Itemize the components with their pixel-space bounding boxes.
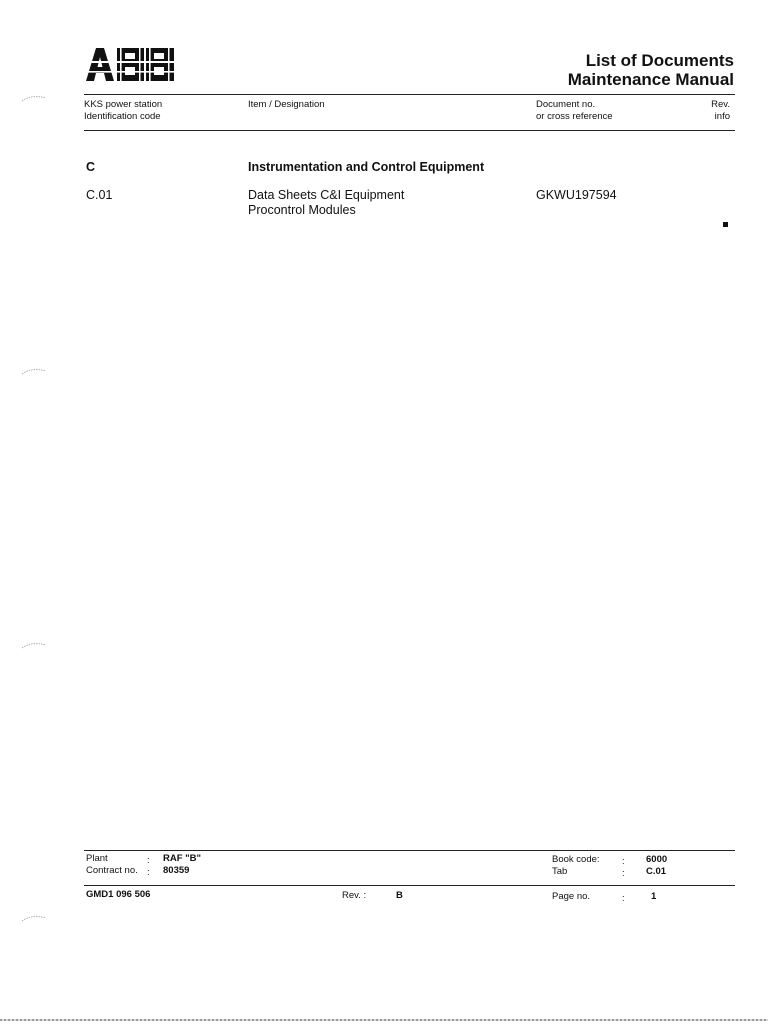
column-document-no	[536, 99, 613, 123]
footer-rev-value: B	[396, 890, 403, 901]
footer-rev-label: Rev. :	[342, 890, 367, 901]
scan-bottom-edge	[0, 1019, 768, 1021]
entry-document-no: GKWU197594	[536, 188, 617, 202]
footer-top-rule	[84, 850, 735, 851]
abb-logo	[84, 46, 176, 82]
footer-separator: :	[622, 856, 625, 867]
column-rev-info	[711, 99, 730, 123]
section-title: Instrumentation and Control Equipment	[248, 160, 485, 174]
column-kks-line1: KKS power station	[84, 99, 163, 110]
column-kks-line2: Identification code	[84, 111, 161, 122]
footer-contract-label: Contract no.	[86, 865, 138, 876]
footer-contract-value: 80359	[163, 865, 190, 876]
table-row	[0, 188, 768, 220]
scan-artifact	[20, 913, 50, 923]
footer-plant-label: Plant	[86, 853, 108, 864]
document-title-line2: Maintenance Manual	[567, 70, 734, 89]
scan-artifact	[20, 366, 50, 376]
column-rev-line2: info	[714, 111, 730, 122]
entry-designation-line2: Procontrol Modules	[248, 203, 356, 217]
footer-plant-value: RAF "B"	[163, 853, 202, 864]
column-docno-line1: Document no.	[536, 99, 596, 110]
document-title-line1: List of Documents	[585, 51, 734, 70]
section-code: C	[86, 160, 96, 174]
header-rule	[84, 94, 735, 95]
footer-middle-rule	[84, 885, 735, 886]
footer-separator: :	[622, 893, 625, 904]
scan-artifact	[20, 93, 50, 103]
footer-tab-value: C.01	[646, 866, 667, 877]
column-rev-line1: Rev.	[711, 99, 730, 110]
column-header-rule	[84, 130, 735, 131]
scan-artifact	[20, 640, 50, 650]
footer-separator: :	[622, 868, 625, 879]
footer-book-code-label: Book code:	[552, 854, 600, 865]
footer-separator: :	[147, 867, 150, 878]
column-kks-code	[84, 99, 162, 123]
entry-code: C.01	[86, 188, 113, 202]
revision-marker	[723, 222, 728, 227]
column-docno-line2: or cross reference	[536, 111, 613, 122]
footer-separator: :	[147, 855, 150, 866]
entry-designation	[248, 188, 404, 218]
footer-page-value: 1	[651, 891, 657, 902]
footer-doc-id: GMD1 096 506	[86, 889, 151, 900]
column-item-designation: Item / Designation	[248, 99, 325, 110]
footer-page-label: Page no.	[552, 891, 591, 902]
footer-book-code-value: 6000	[646, 854, 668, 865]
entry-designation-line1: Data Sheets C&I Equipment	[248, 188, 405, 202]
footer-tab-label: Tab	[552, 866, 568, 877]
